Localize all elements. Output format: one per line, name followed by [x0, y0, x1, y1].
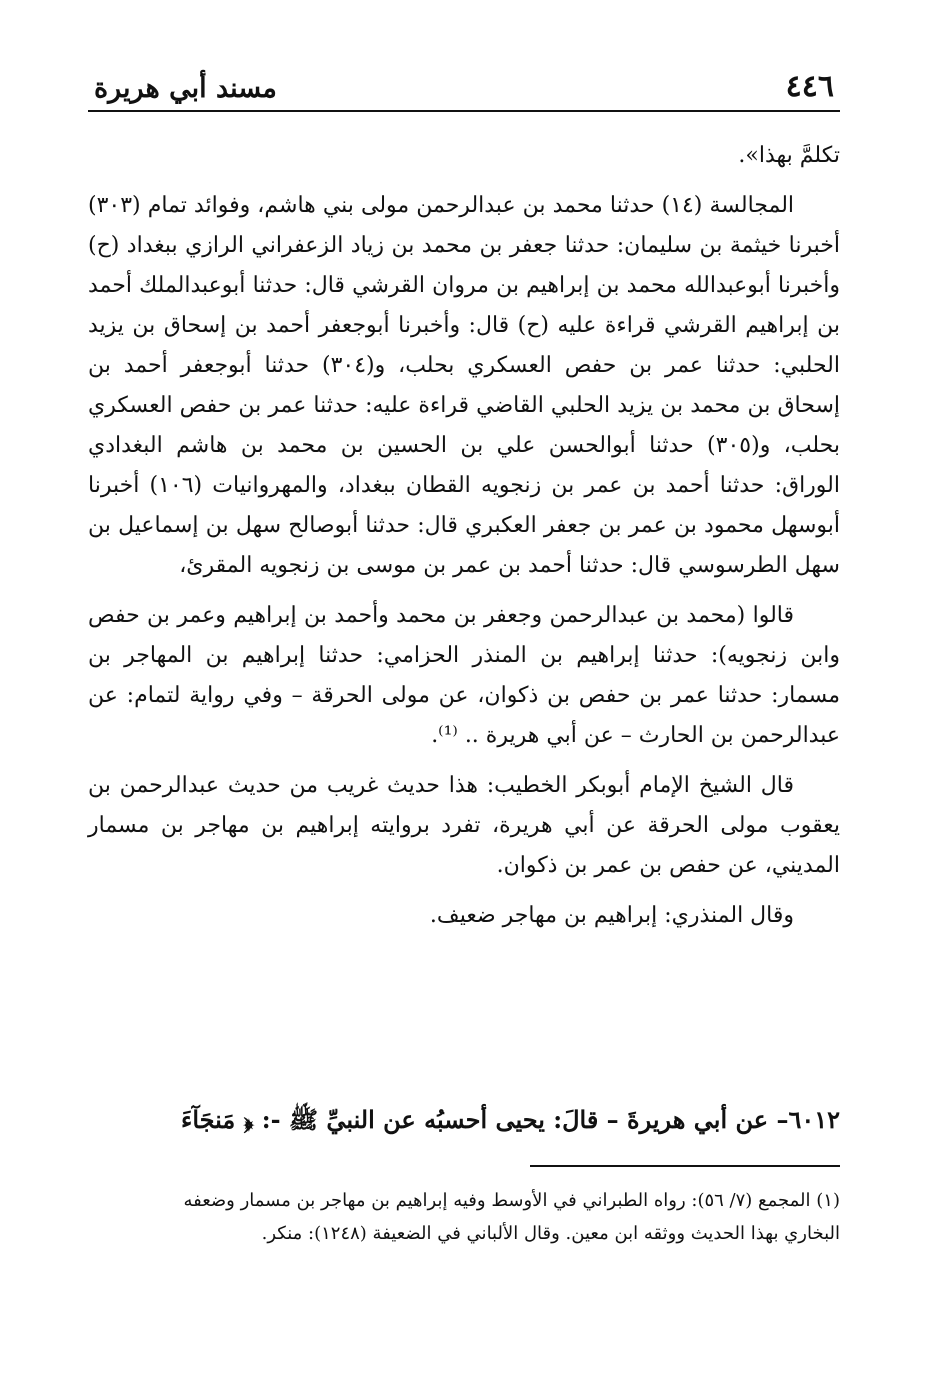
page-number: ٤٤٦	[785, 69, 834, 104]
main-text	[88, 136, 840, 946]
hadith-heading: ٦٠١٢– عن أبي هريرةَ – قالَ: يحيى أحسبُه عن النبيِّ ﷺ -: ﴿ مَنجَآءَ	[181, 1105, 840, 1134]
running-header	[88, 62, 840, 112]
footnote	[88, 1184, 840, 1250]
paragraph-mundhiri-comment: وقال المنذري: إبراهيم بن مهاجر ضعيف.	[429, 903, 794, 928]
paragraph-sources: المجالسة (١٤) حدثنا محمد بن عبدالرحمن مولى بني هاشم، وفوائد تمام (٣٠٣) أخبرنا خيثمة بن سليمان: حدثنا جعفر بن محمد بن زياد الزعفراني الرازي ببغداد (ح) وأخبرنا أبوعبدالله محمد بن إبراهيم بن مروان القرشي قال: حدثنا أبوعبدالملك أحمد بن إبراهيم القرشي قراءة عليه (ح) قال: وأخبرنا أبوجعفر أحمد بن إسحاق بن يزيد الحلبي: حدثنا عمر بن حفص العسكري بحلب، و(٣٠٤) حدثنا أبوجعفر أحمد بن إسحاق بن محمد بن يزيد الحلبي القاضي قراءة عليه: حدثنا عمر بن حفص العسكري بحلب، و(٣٠٥) حدثنا أبوالحسن علي بن الحسين بن محمد بن هاشم البغدادي الوراق: حدثنا أحمد بن عمر بن زنجويه القطان ببغداد، والمهروانيات (١٠٦) أخبرنا أبوسهل محمود بن عمر بن جعفر العكبري قال: حدثنا أبوصالح سهل بن إسماعيل بن سهل الطرسوسي قال: حدثنا أحمد بن عمر بن موسى بن زنجويه المقرئ،	[88, 193, 840, 578]
paragraph-khatib-comment: قال الشيخ الإمام أبوبكر الخطيب: هذا حديث غريب من حديث عبدالرحمن بن يعقوب مولى الحرقة عن أبي هريرة، تفرد بروايته إبراهيم بن مهاجر بن مسمار المديني، عن حفص بن عمر بن ذكوان.	[88, 773, 840, 878]
paragraph-narrators: قالوا (محمد بن عبدالرحمن وجعفر بن محمد وأحمد بن إبراهيم وعمر بن حفص وابن زنجويه): حدثنا إبراهيم بن المنذر الحزامي: حدثنا إبراهيم بن المهاجر بن مسمار: حدثنا عمر بن حفص بن ذكوان، عن مولى الحرقة – وفي رواية لتمام: عن عبدالرحمن بن الحارث – عن أبي هريرة .. ⁽¹⁾.	[88, 603, 840, 748]
footnote-separator	[530, 1165, 840, 1167]
footnote-line: البخاري بهذا الحديث ووثقه ابن معين. وقال الألباني في الضعيفة (١٢٤٨): منكر.	[261, 1223, 840, 1244]
book-title: مسند أبي هريرة	[94, 73, 277, 104]
paragraph-continuation: تكلمَّ بهذا».	[738, 143, 840, 168]
footnote-line: (١) المجمع (٧/ ٥٦): رواه الطبراني في الأوسط وفيه إبراهيم بن مهاجر بن مسمار وضعفه	[183, 1190, 840, 1211]
